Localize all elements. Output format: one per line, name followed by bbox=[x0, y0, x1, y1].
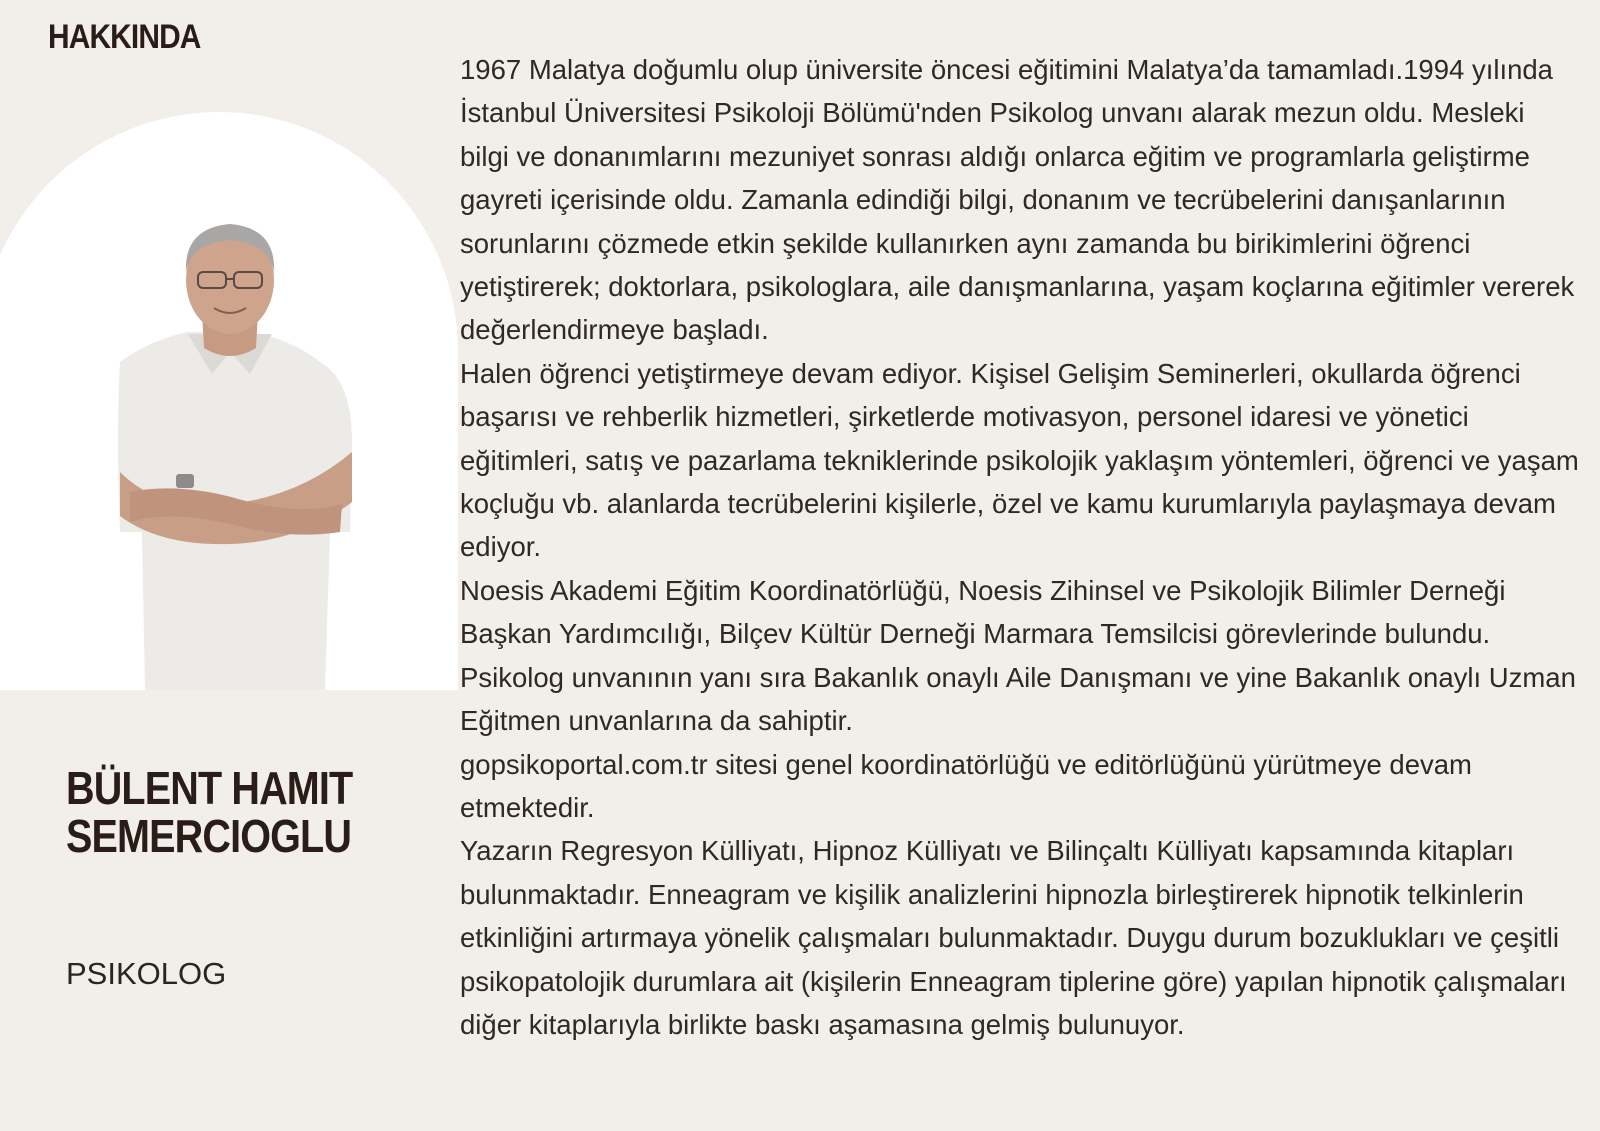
person-name bbox=[66, 764, 352, 860]
section-heading: HAKKINDA bbox=[48, 18, 201, 56]
bio-paragraph-2: Halen öğrenci yetiştirmeye devam ediyor. Kişisel Gelişim Seminerleri, okullarda öğrenci başarısı ve rehberlik hizmetleri, şirketlerde motivasyon, personel idaresi ve yönetici eğitimleri, satış ve pazarlama tekniklerinde psikolojik yaklaşım yöntemleri, öğrenci ve yaşam koçluğu vb. alanlarda tecrübelerini kişilerle, özel ve kamu kurumlarıyla paylaşmaya devam ediyor. bbox=[460, 357, 1579, 563]
bio-paragraph-6: Yazarın Regresyon Külliyatı, Hipnoz Külliyatı ve Bilinçaltı Külliyatı kapsamında kitapları bulunmaktadır. Enneagram ve kişilik analizlerini hipnozla birleştirerek hipnotik telkinlerin etkinliğini artırmaya yönelik çalışmaları bulunmaktadır. Duygu durum bozuklukları ve çeşitli psikopatolojik durumlara ait (kişilerin Enneagram tiplerine göre) yapılan hipnotik çalışmaları diğer kitaplarıyla birlikte baskı aşamasına gelmiş bulunuyor. bbox=[460, 835, 1567, 1040]
portrait-photo bbox=[0, 112, 458, 690]
person-name-line2: SEMERCIOGLU bbox=[66, 810, 352, 862]
portrait-illustration bbox=[0, 112, 458, 690]
bio-paragraph-4: Psikolog unvanının yanı sıra Bakanlık onaylı Aile Danışmanı ve yine Bakanlık onaylı Uzman Eğitmen unvanlarına da sahiptir. bbox=[460, 661, 1576, 737]
bio-paragraph-1: 1967 Malatya doğumlu olup üniversite öncesi eğitimini Malatya’da tamamladı.1994 yılında İstanbul Üniversitesi Psikoloji Bölümü'nden Psikolog unvanı alarak mezun oldu. Mesleki bilgi ve donanımlarını mezuniyet sonrası aldığı onlarca eğitim ve programlarla geliştirme gayreti içerisinde oldu. Zamanla edindiği bilgi, donanım ve tecrübelerini danışanlarının sorunlarını çözmede etkin şekilde kullanırken aynı zamanda bu birikimlerini öğrenci yetiştirerek; doktorlara, psikologlara, aile danışmanlarına, yaşam koçlarına eğitimler vererek değerlendirmeye başladı. bbox=[460, 54, 1575, 346]
biography-text bbox=[460, 48, 1580, 1046]
bio-paragraph-3: Noesis Akademi Eğitim Koordinatörlüğü, Noesis Zihinsel ve Psikolojik Bilimler Derneği Başkan Yardımcılığı, Bilçev Kültür Derneği Marmara Temsilcisi görevlerinde bulundu. bbox=[460, 574, 1506, 650]
person-role: PSIKOLOG bbox=[66, 956, 227, 991]
person-name-line1: BÜLENT HAMIT bbox=[66, 762, 353, 814]
bio-paragraph-5: gopsikoportal.com.tr sitesi genel koordinatörlüğü ve editörlüğünü yürütmeye devam etmektedir. bbox=[460, 748, 1472, 823]
